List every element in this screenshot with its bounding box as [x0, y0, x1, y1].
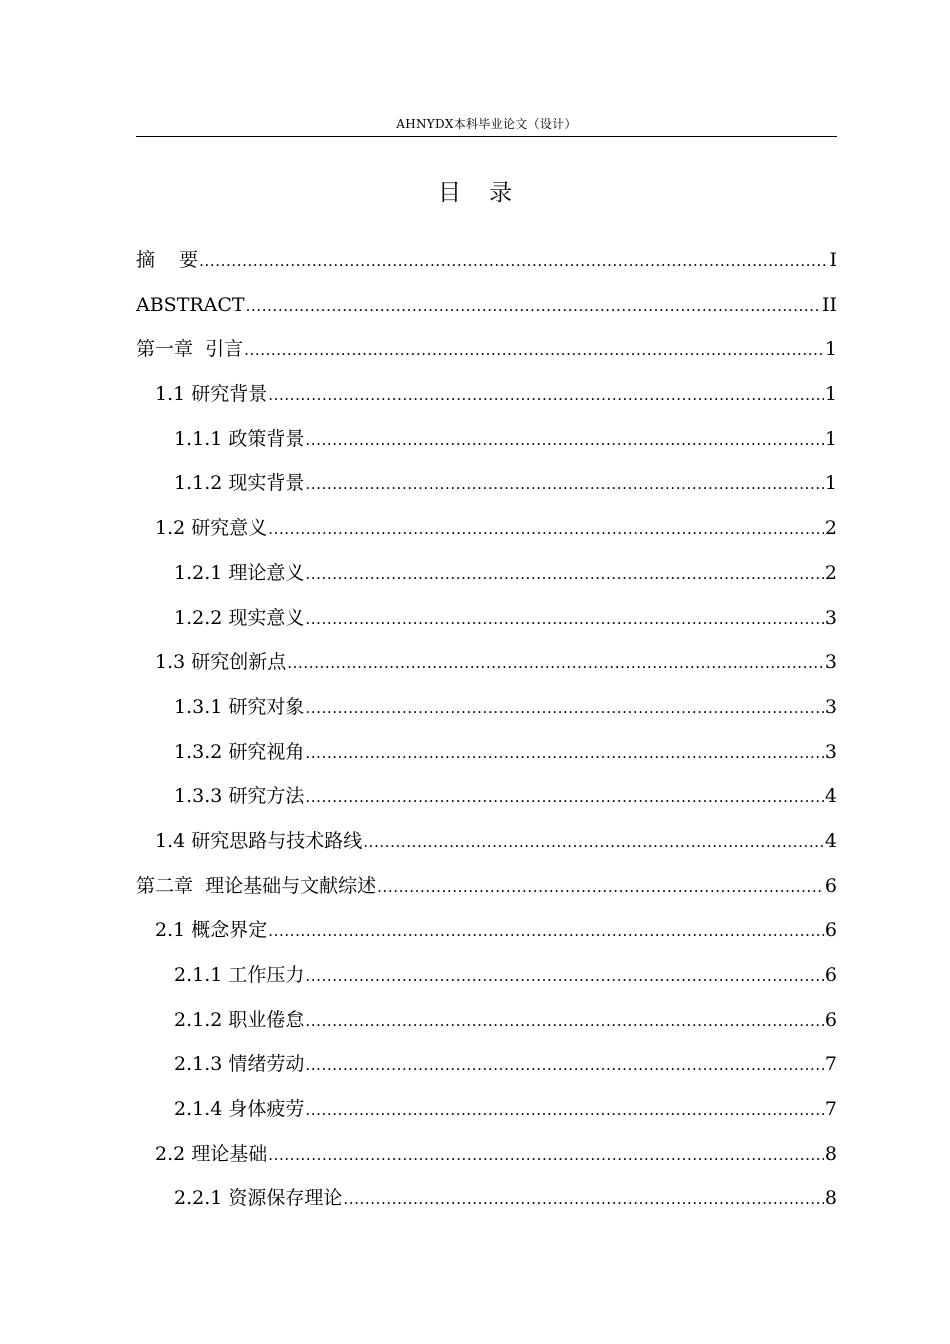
page-header-text: AHNYDX本科毕业论文（设计）	[396, 117, 577, 131]
toc-title-left: 目	[438, 180, 461, 206]
toc-entry[interactable]	[136, 596, 837, 641]
toc-entry-page: 4	[824, 785, 837, 808]
toc-entry[interactable]	[136, 551, 837, 596]
toc-dot-leader	[268, 507, 824, 551]
toc-dot-leader	[268, 373, 824, 417]
toc-entry[interactable]	[136, 685, 837, 730]
toc-entry-page: 6	[824, 1008, 837, 1031]
toc-entry-page: 7	[824, 1098, 837, 1121]
toc-entry-label: 2.1 概念界定	[155, 919, 268, 942]
toc-dot-leader	[268, 1133, 824, 1177]
toc-dot-leader	[244, 328, 824, 372]
toc-entry-label: 1.2.1 理论意义	[174, 561, 305, 584]
toc-entry-label: 2.1.1 工作压力	[174, 964, 305, 986]
toc-title-right: 录	[489, 180, 512, 206]
toc-entry-page: 4	[824, 829, 837, 852]
toc-entry-label: 2.2 理论基础	[155, 1142, 268, 1165]
toc-entry-label: 1.3.3 研究方法	[174, 785, 305, 808]
toc-entry-label: 1.3 研究创新点	[155, 651, 287, 674]
toc-entry[interactable]	[136, 730, 837, 775]
toc-entry[interactable]	[136, 908, 837, 953]
toc-entry-label: 第二章 理论基础与文献综述	[136, 874, 377, 897]
toc-entry[interactable]	[136, 819, 837, 864]
toc-entry-page: 2	[824, 561, 837, 584]
toc-entry[interactable]	[136, 1176, 837, 1221]
toc-entry-label: 1.3.1 研究对象	[174, 695, 305, 718]
toc-entry-label: 1.2.2 现实意义	[174, 606, 305, 629]
toc-entry-page: 3	[824, 606, 837, 629]
toc-entry-page: 7	[824, 1053, 837, 1076]
toc-entry[interactable]	[136, 372, 837, 417]
toc-entry[interactable]	[136, 327, 837, 372]
toc-entry[interactable]	[136, 506, 837, 551]
toc-entry[interactable]	[136, 953, 837, 998]
toc-entry[interactable]	[136, 1132, 837, 1177]
toc-entry[interactable]	[136, 640, 837, 685]
toc-entry-page: 1	[824, 427, 837, 450]
toc-dot-leader	[305, 731, 824, 775]
toc-dot-leader	[305, 686, 824, 730]
toc-entry-page: 8	[824, 1142, 837, 1165]
toc-entry[interactable]	[136, 1042, 837, 1087]
toc-entry-page: I	[829, 249, 837, 271]
toc-entry-label: 1.1.2 现实背景	[174, 472, 305, 495]
toc-entry-page: 6	[824, 874, 837, 897]
toc-entry-label: 2.1.2 职业倦怠	[174, 1008, 305, 1031]
toc-entry-page: 6	[824, 964, 837, 986]
toc-entry[interactable]	[136, 864, 837, 909]
toc-dot-leader	[343, 1177, 824, 1221]
toc-entry-page: 1	[824, 472, 837, 495]
toc-dot-leader	[287, 641, 824, 685]
toc-entry[interactable]	[136, 238, 837, 283]
toc-dot-leader	[363, 820, 824, 864]
toc-dot-leader	[305, 1088, 824, 1132]
toc-entry-label: 摘 要	[136, 249, 199, 271]
toc-dot-leader	[305, 552, 824, 596]
toc-entry-page: 6	[824, 919, 837, 942]
toc-entry-label: 2.1.4 身体疲劳	[174, 1098, 305, 1121]
toc-entry[interactable]	[136, 998, 837, 1043]
toc-entry-label: 1.3.2 研究视角	[174, 740, 305, 763]
toc-dot-leader	[305, 954, 824, 998]
toc-entry-label: 1.1 研究背景	[155, 383, 268, 406]
toc-entry[interactable]	[136, 1087, 837, 1132]
toc-entry-page: 8	[824, 1187, 837, 1210]
toc-entry-label: 2.1.3 情绪劳动	[174, 1053, 305, 1076]
toc-dot-leader	[305, 775, 824, 819]
toc-entry-page: 3	[824, 740, 837, 763]
toc-dot-leader	[305, 1043, 824, 1087]
toc-dot-leader	[305, 597, 824, 641]
toc-entry[interactable]	[136, 283, 837, 328]
toc-entry[interactable]	[136, 774, 837, 819]
toc-dot-leader	[268, 909, 824, 953]
toc-entry[interactable]	[136, 417, 837, 462]
toc-entry-label: 1.2 研究意义	[155, 517, 268, 540]
toc-title	[0, 176, 950, 210]
toc-entry-label: 2.2.1 资源保存理论	[174, 1187, 343, 1210]
toc-entry-label: ABSTRACT	[136, 293, 245, 316]
toc-entry-page: 2	[824, 517, 837, 540]
toc-dot-leader	[305, 418, 824, 462]
page-header	[136, 116, 837, 137]
table-of-contents	[136, 238, 837, 1221]
toc-dot-leader	[305, 999, 824, 1043]
toc-dot-leader	[246, 284, 821, 328]
toc-entry[interactable]	[136, 461, 837, 506]
toc-dot-leader	[305, 462, 824, 506]
toc-entry-label: 第一章 引言	[136, 338, 244, 361]
toc-entry-page: II	[821, 293, 837, 316]
toc-entry-label: 1.4 研究思路与技术路线	[155, 829, 363, 852]
toc-entry-page: 1	[824, 338, 837, 361]
toc-entry-page: 1	[824, 383, 837, 406]
toc-dot-leader	[199, 239, 828, 283]
toc-dot-leader	[377, 865, 824, 909]
toc-entry-page: 3	[824, 651, 837, 674]
toc-entry-page: 3	[824, 695, 837, 718]
toc-entry-label: 1.1.1 政策背景	[174, 427, 305, 450]
